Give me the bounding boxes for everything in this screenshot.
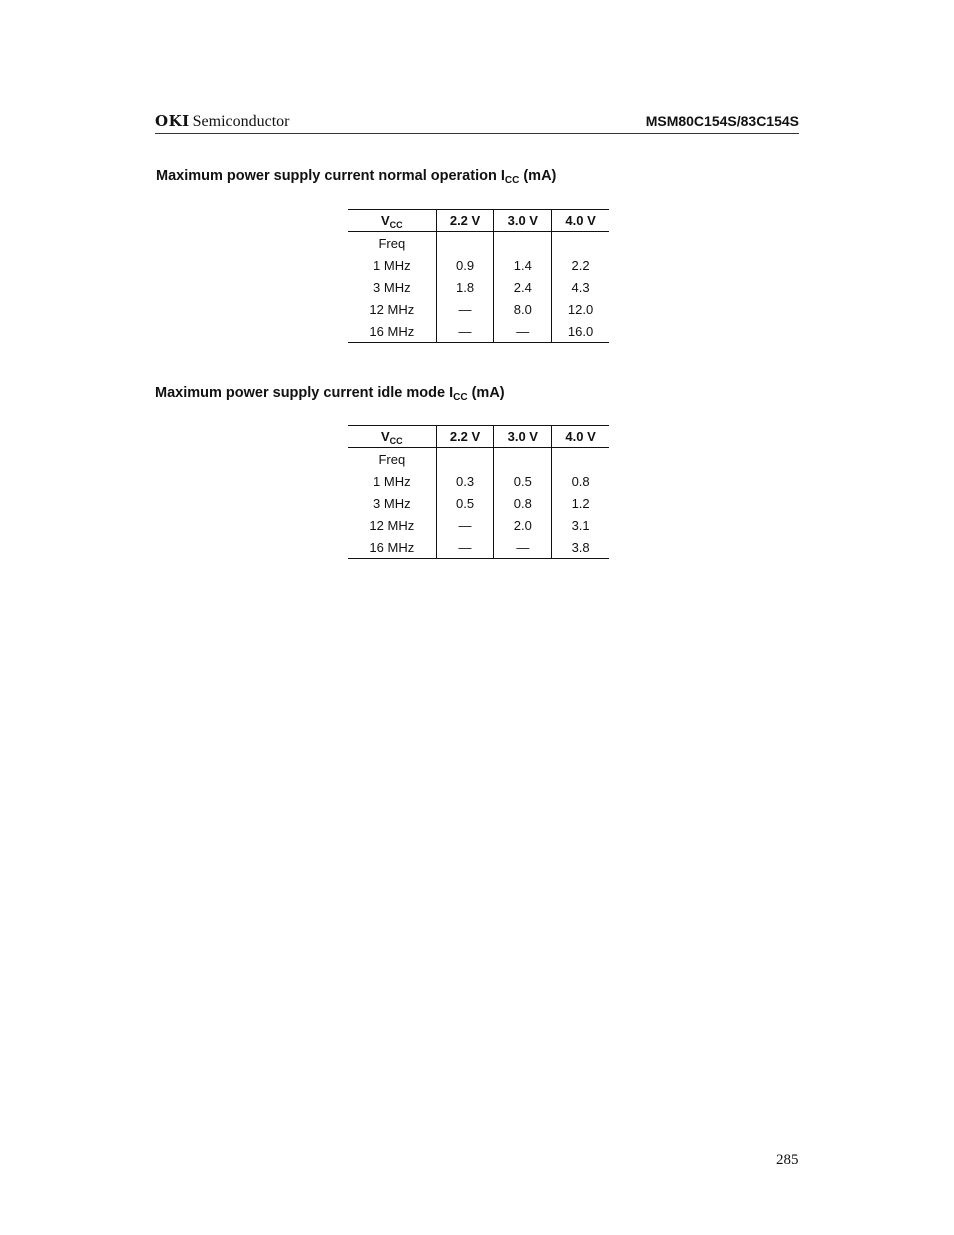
- page-header: [155, 112, 799, 134]
- section-title-idle-mode: [155, 384, 505, 402]
- column-header: 3.0 V: [494, 426, 552, 448]
- column-header: 4.0 V: [552, 210, 609, 232]
- column-header: 3.0 V: [494, 210, 552, 232]
- table-cell: 8.0: [494, 298, 552, 320]
- table-cell: —: [494, 536, 552, 559]
- normal-operation-table: [348, 209, 609, 343]
- table-cell: 0.5: [436, 492, 494, 514]
- column-header: 4.0 V: [552, 426, 609, 448]
- freq-cell: 3 MHz: [373, 495, 411, 511]
- title-subscript: CC: [504, 175, 520, 186]
- table-header-row: [348, 426, 609, 448]
- table-cell: [494, 232, 552, 255]
- title-text: Maximum power supply current idle mode I: [155, 385, 454, 401]
- table-cell: 0.5: [494, 470, 552, 492]
- title-unit: (mA): [467, 385, 505, 401]
- table-row: [348, 470, 609, 492]
- vcc-header: $V_{CC}$: [348, 210, 436, 232]
- table-cell: —: [436, 298, 494, 320]
- table-cell: 0.3: [436, 470, 494, 492]
- title-unit: (mA): [519, 168, 557, 184]
- table-cell: —: [436, 536, 494, 559]
- freq-cell: 1 MHz: [373, 257, 411, 273]
- part-number: MSM80C154S/83C154S: [645, 113, 799, 129]
- table-cell: [494, 448, 552, 471]
- table-cell: 12.0: [552, 298, 609, 320]
- table-cell: —: [436, 320, 494, 343]
- brand: [155, 112, 290, 131]
- oki-logo: OKI: [155, 112, 190, 130]
- freq-label: Freq: [378, 235, 406, 251]
- freq-cell: 16 MHz: [348, 536, 436, 559]
- freq-cell: 1 MHz: [373, 473, 411, 489]
- table-cell: 3.1: [552, 514, 609, 536]
- freq-cell: 12 MHz: [369, 301, 415, 317]
- table-cell: [552, 232, 609, 255]
- table-row: [348, 232, 609, 255]
- table-cell: 2.4: [494, 276, 552, 298]
- idle-mode-table: [348, 425, 609, 559]
- table-cell: 2.2: [552, 254, 609, 276]
- freq-cell: 16 MHz: [348, 320, 436, 343]
- table-cell: 4.3: [552, 276, 609, 298]
- table-header-row: [348, 210, 609, 232]
- freq-cell: 12 MHz: [369, 517, 415, 533]
- section-title-normal-operation: [156, 167, 556, 185]
- table-cell: 0.9: [436, 254, 494, 276]
- column-header: 2.2 V: [436, 426, 494, 448]
- table-cell: 0.8: [494, 492, 552, 514]
- table-cell: 3.8: [552, 536, 609, 559]
- table-cell: 1.8: [436, 276, 494, 298]
- table-cell: —: [436, 514, 494, 536]
- freq-label: Freq: [378, 451, 406, 467]
- table-cell: —: [494, 320, 552, 343]
- title-text: Maximum power supply current normal operation I: [156, 168, 505, 184]
- table-cell: [436, 448, 494, 471]
- table-row: [348, 514, 609, 536]
- freq-cell: 3 MHz: [373, 279, 411, 295]
- column-header: 2.2 V: [436, 210, 494, 232]
- table-row: [348, 536, 609, 559]
- table-cell: 16.0: [552, 320, 609, 343]
- table-row: [348, 448, 609, 471]
- table-cell: 0.8: [552, 470, 609, 492]
- table-row: [348, 276, 609, 298]
- table-cell: [552, 448, 609, 471]
- table-row: [348, 298, 609, 320]
- table-row: [348, 254, 609, 276]
- table-cell: 1.4: [494, 254, 552, 276]
- table-cell: 2.0: [494, 514, 552, 536]
- brand-text: Semiconductor: [192, 113, 290, 130]
- table-cell: 1.2: [552, 492, 609, 514]
- title-subscript: CC: [453, 392, 468, 403]
- vcc-header: $V_{CC}$: [348, 426, 436, 448]
- page-number: 285: [776, 1152, 799, 1168]
- table-row: [348, 320, 609, 343]
- table-row: [348, 492, 609, 514]
- table-cell: [436, 232, 494, 255]
